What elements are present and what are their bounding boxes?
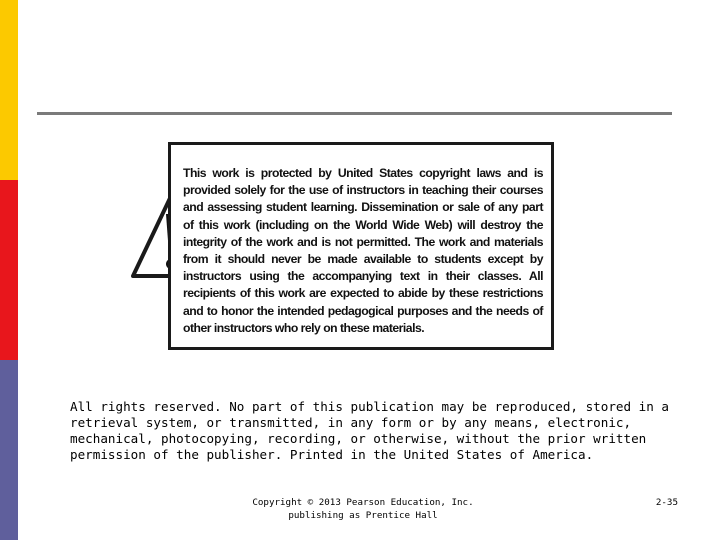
- title-divider: [37, 112, 672, 115]
- accent-bar-yellow: [0, 0, 18, 180]
- copyright-footer: [243, 496, 483, 522]
- rights-statement: All rights reserved. No part of this publication may be reproduced, stored in a retrieval system, or transmitted, in any form or by any means, electronic, mechanical, photocopying, recording, or otherwise, without the prior written permission of the publisher. Printed in the United States of America.: [70, 399, 669, 462]
- copyright-notice-image: [130, 140, 560, 358]
- accent-bar-purple: [0, 360, 18, 540]
- slide-number: 2-35: [655, 497, 678, 508]
- notice-frame: [168, 142, 554, 350]
- copyright-line: Copyright © 2013 Pearson Education, Inc.: [252, 497, 474, 508]
- accent-bar-red: [0, 180, 18, 360]
- publisher-line: publishing as Prentice Hall: [288, 510, 438, 521]
- notice-text: This work is protected by United States copyright laws and is provided solely for the use of instructors in teaching their courses and assessing student learning. Dissemination or sale of any part of this work (including on the World Wide Web) will destroy the integrity of the work and is not permitted. The work and materials from it should never be made available to students except by instructors using the accompanying text in their classes. All recipients of this work are expected to abide by these restrictions and to honor the intended pedagogical purposes and the needs of other instructors who rely on these materials.: [183, 166, 543, 335]
